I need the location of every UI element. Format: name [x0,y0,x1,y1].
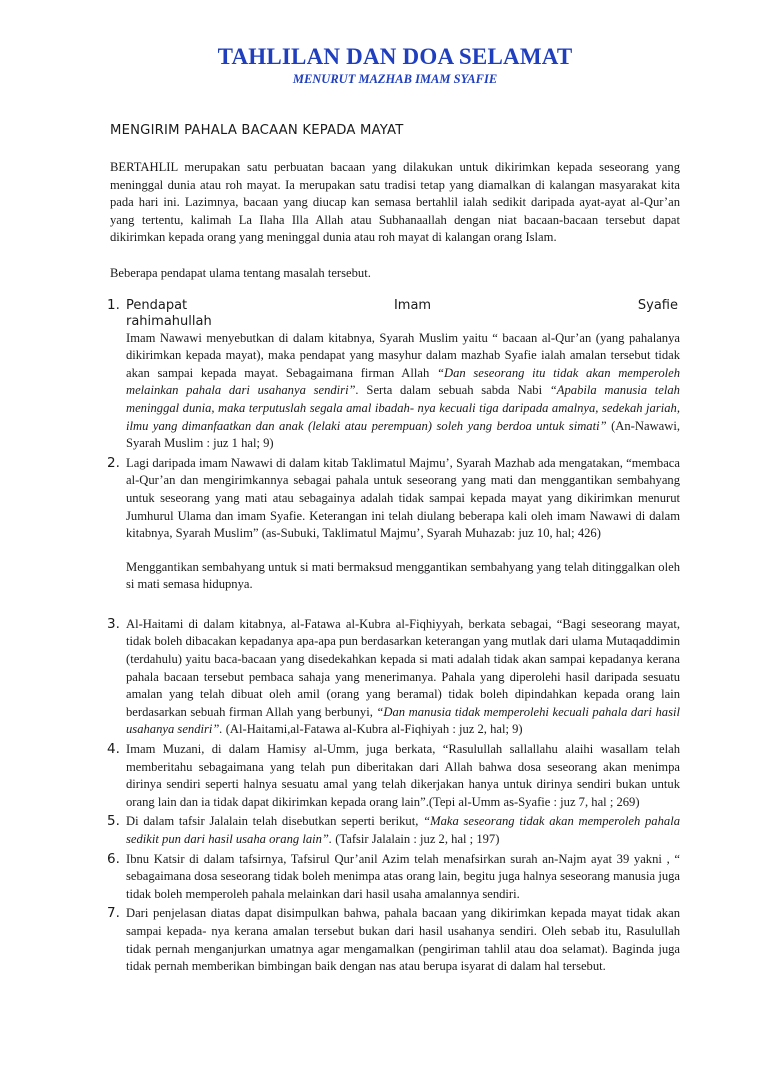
quran-quote: “Dan seseorang itu tidak akan memperoleh melainkan pahala dari usahanya sendiri”. [126,365,680,398]
item-text: Imam Muzani, di dalam Hamisy al-Umm, juga berkata, “Rasulullah sallallahu alaihi wasallam telah memberitahu sebagaimana yang telah pun diberitakan dari Allah bahwa dosa seseorang akan menimpa dirinya sendiri seperti halnya sesuatu amal yang telah dikerjakan hanya untuk dirinya sendiri bukan untuk orang lain dan ia tidak dapat dikirimkan kepada orang lain”.(Tepi al-Umm as-Syafie : juz 7, hal ; 269) [126,742,680,809]
opinions-list [107,296,680,976]
item-heading [126,297,678,314]
citation: (An-Nawawi, Syarah Muslim : juz 1 hal; 9) [126,418,680,451]
list-item [107,296,680,453]
lead-paragraph: Beberapa pendapat ulama tentang masalah tersebut. [110,265,371,280]
item-text [126,330,680,453]
item-text [126,616,680,739]
citation: (Tafsir Jalalain : juz 2, hal ; 197) [332,832,500,846]
item-number: 3. [107,615,120,632]
section-heading: MENGIRIM PAHALA BACAAN KEPADA MAYAT [110,123,404,138]
item-heading-word: Pendapat [126,297,188,313]
document-page [0,44,768,1068]
citation: (Al-Haitami,al-Fatawa al-Kubra al-Fiqhiyah : juz 2, hal; 9) [222,722,523,737]
list-item [107,454,680,594]
item-number: 2. [107,454,120,471]
item-text-part: Serta dalam sebuah sabda Nabi [358,383,550,398]
document-title: TAHLILAN DAN DOA SELAMAT [217,44,573,69]
intro-paragraph: BERTAHLIL merupakan satu perbuatan bacaan yang dilakukan untuk dikirimkan kepada seseorang yang meninggal dunia atau roh mayat. Ia merupakan satu tradisi tetap yang diamalkan di kalangan masyarakat kita pada hari ini. Lazimnya, bacaan yang diucap kan semasa bertahlil ialah sedikit daripada ayat-ayat al-Qur’an yang tertentu, kalimah La Ilaha Illa Allah atau Subhanaallah dengan niat bacaan-bacaan tersebut dapat dikirimkan kepada orang yang meninggal dunia atau roh mayat di kalangan orang Islam. [110,160,680,245]
list-item [107,813,680,848]
item-text-part: Di dalam tafsir Jalalain telah disebutkan seperti berikut, [126,814,424,829]
item-text: Dari penjelasan diatas dapat disimpulkan bahwa, pahala bacaan yang dikirimkan kepada mayat tidak akan sampai kepada- nya kerana amalan tersebut bukan dari hasil usahanya sendiri. Oleh sebab itu, Rasulullah tidak pernah menganjurkan umatnya agar mengamalkan (pengiriman tahlil atau doa selamat). Baginda juga tidak pernah memberikan bimbingan baik dengan nas atau berupa isyarat di dalam hal tersebut. [126,906,680,974]
item-heading-line2: rahimahullah [126,313,212,329]
list-item [107,850,680,904]
item-text-part: Imam Nawawi menyebutkan di dalam kitabnya, Syarah Muslim yaitu “ bacaan al-Qur’an (yang pahalanya dikirimkan kepada mayat), maka pendapat yang masyhur dalam mazhab Syafie ialah amalan tersebut tidak akan sampai kepada mayat. Sebagaimana firman Allah [126,330,680,380]
quran-quote: “Dan manusia tidak memperolehi kecuali pahala dari hasil usahanya sendiri”. [126,704,680,737]
item-text: Ibnu Katsir di dalam tafsirnya, Tafsirul Qur’anil Azim telah menafsirkan surah an-Najm ayat 39 yakni , “ sebagaimana dosa seseorang tidak boleh menimpa atas orang lain, begitu juga halnya seseorang manusia juga tidak boleh memperoleh pahala melainkan dari hasil usaha amalannya sendiri. [126,851,680,901]
item-note: Menggantikan sembahyang untuk si mati bermaksud menggantikan sembahyang yang telah ditinggalkan oleh si mati semasa hidupnya. [126,559,680,592]
item-text [126,813,680,848]
document-subtitle: MENURUT MAZHAB IMAM SYAFIE [292,72,498,86]
item-heading-word: Imam [393,297,432,313]
item-number: 5. [107,813,120,830]
item-text: Lagi daripada imam Nawawi di dalam kitab Taklimatul Majmu’, Syarah Mazhab ada mengatakan, “membaca al-Qur’an dan mengirimkannya sebagai pahala untuk seseorang yang mati dan menggantikan sembahyang untuk seseorang yang mati atau sebagainya adalah tidak sampai kepada mayat yang dikirimkan menurut Jumhurul Ulama dan imam Syafie. Keterangan ini telah diulang beberapa kali oleh imam Nawawi di dalam kitabnya, Syarah Muslim” (as-Subuki, Taklimatul Majmu’, Syarah Muhazab: juz 10, hal; 426) [126,455,680,541]
item-text-part: Al-Haitami di dalam kitabnya, al-Fatawa al-Kubra al-Fiqhiyyah, berkata sebagai, “Bagi seseorang mayat, tidak boleh dibacakan kepadanya apa-apa pun berdasarkan keterangan yang mutlak dari ulama Mutaqaddimin (terdahulu) yaitu baca-bacaan yang disedekahkan kepada si mati adalah tidak akan sampai kepadanya kerana pahala bacaan tersebut pembaca sahaja yang menerimanya. Pahala yang diperolehi hasil daripada sesuatu amalan yang telah dibuat oleh amil (orang yang beramal) tidak boleh dipindahkan kepada orang lain berdasarkan sebuah firman Allah yang berbunyi, [126,616,680,719]
list-item [107,741,680,811]
hadith-quote: “Apabila manusia telah meninggal dunia, maka terputuslah segala amal ibadah- nya kecuali tiga daripada amalnya, sedekah jariah, ilmu yang dimanfaatkan dan anak (lelaki atau perempuan) soleh yang berdoa untuk simati” [126,383,680,433]
item-number: 6. [107,850,120,867]
item-number: 7. [107,905,120,922]
list-item [107,905,680,975]
item-number: 1. [107,296,120,313]
item-heading-word: Syafie [637,297,678,313]
quran-quote: “Maka seseorang tidak akan memperoleh pahala sedikit pun dari hasil usaha orang lain”. [126,814,680,846]
item-number: 4. [107,741,120,758]
list-item [107,615,680,739]
